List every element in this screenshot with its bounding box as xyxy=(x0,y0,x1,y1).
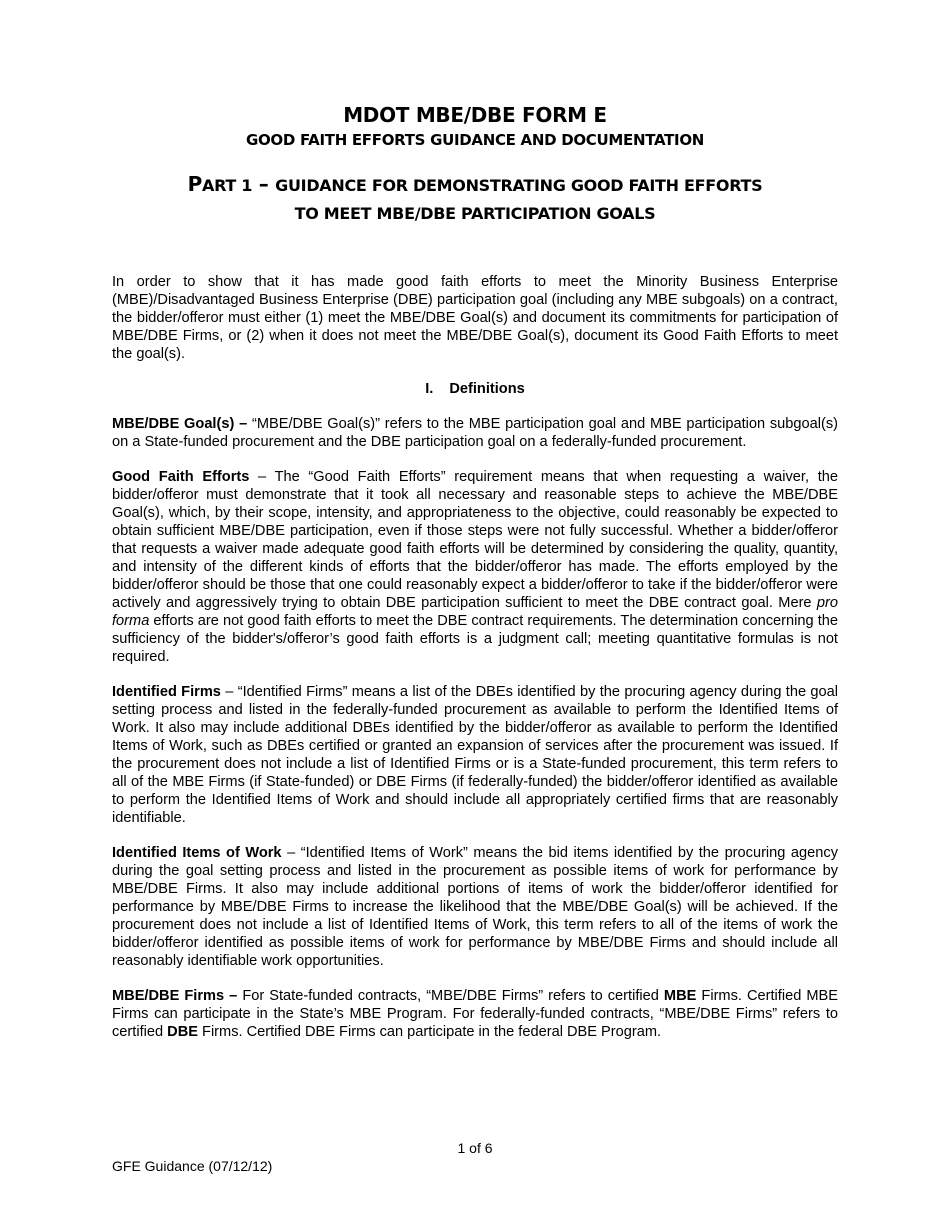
part-heading-line1: GUIDANCE FOR DEMONSTRATING GOOD FAITH EFFORTS xyxy=(275,176,763,195)
page-number: 1 of 6 xyxy=(457,1140,493,1156)
section-title: Definitions xyxy=(449,381,525,397)
footer-doc-id: GFE Guidance (07/12/12) xyxy=(112,1158,273,1174)
part-heading-line2: TO MEET MBE/DBE PARTICIPATION GOALS xyxy=(294,204,656,223)
definition-goals xyxy=(112,415,838,451)
definition-text: – “Identified Items of Work” means the bid items identified by the procuring agency during the goal setting process and listed in the procurement as possible items of work for performance by MBE/DBE Firms. It also may include additional portions of items of work the bidder/offeror identified for performance by MBE/DBE Firms to increase the likelihood that the MBE/DBE Goal(s) will be achieved. If the procurement does not include a list of Identified Items of Work, this term refers to all of the items of work the bidder/offeror identified as possible items of work for performance by MBE/DBE Firms and should include all reasonably identifiable work opportunities. xyxy=(112,845,838,969)
definition-text: Firms. Certified MBE Firms can participate in the State’s MBE Program. For federally-funded contracts, “MBE/DBE Firms” refers to certified xyxy=(112,988,839,1040)
definition-text: Firms. Certified DBE Firms can participate in the federal DBE Program. xyxy=(197,1024,662,1040)
definition-identified-firms xyxy=(112,683,838,827)
definition-identified-items xyxy=(112,844,838,970)
intro-paragraph: In order to show that it has made good faith efforts to meet the Minority Business Enterprise (MBE)/Disadvantaged Business Enterprise (DBE) participation goal (including any MBE subgoals) on a contract, the bidder/offeror must either (1) meet the MBE/DBE Goal(s) and document its commitments for participation of MBE/DBE Firms, or (2) when it does not meet the MBE/DBE Goal(s), document its Good Faith Efforts to meet the goal(s). xyxy=(112,274,838,362)
part-heading-dash: – xyxy=(252,172,276,196)
definition-term: Identified Firms xyxy=(112,684,221,700)
form-subtitle: GOOD FAITH EFFORTS GUIDANCE AND DOCUMENTATION xyxy=(245,131,705,149)
definition-term: Identified Items of Work xyxy=(112,845,282,861)
definition-text: efforts are not good faith efforts to meet the DBE contract requirements. The determination concerning the sufficiency of the bidder's/offeror’s good faith efforts is a judgment call; meeting quantitative formulas is not required. xyxy=(112,613,838,665)
definition-text: – The “Good Faith Efforts” requirement means that when requesting a waiver, the bidder/offeror must demonstrate that it took all necessary and reasonable steps to achieve the MBE/DBE Goal(s), which, by their scope, intensity, and appropriateness to the objective, could reasonably be expected to obtain sufficient MBE/DBE participation, even if those steps were not fully successful. Whether a bidder/offeror that requests a waiver made adequate good faith efforts will be determined by considering the quality, quantity, and intensity of the different kinds of efforts that the bidder/offeror has made. The efforts employed by the bidder/offeror should be those that one could reasonably expect a bidder/offeror to take if the bidder/offeror were actively and aggressively trying to obtain DBE participation sufficient to meet the DBE contract goal. Mere xyxy=(112,469,838,611)
definition-text: “MBE/DBE Goal(s)” refers to the MBE participation goal and MBE participation subgoal(s) on a State-funded procurement and the DBE participation goal on a federally-funded procurement. xyxy=(112,416,839,450)
part-heading-label: ART 1 xyxy=(202,176,253,195)
definition-term: Good Faith Efforts xyxy=(112,469,250,485)
definition-text: – “Identified Firms” means a list of the DBEs identified by the procuring agency during the goal setting process and listed in the federally-funded procurement as available to perform the Identified Items of Work. It also may include additional DBEs identified by the bidder/offeror as available to perform the Identified Items of Work, such as DBEs certified or granted an expansion of services after the procurement was issued. If the procurement does not include a list of Identified Firms or is a State-funded procurement, this term refers to all of the MBE Firms (if State-funded) or DBE Firms (if federally-funded) the bidder/offeror identified as available to perform the Identified Items of Work and should include all appropriately certified firms that are reasonably identifiable. xyxy=(112,684,839,826)
definition-bold: DBE xyxy=(167,1024,198,1040)
definition-good-faith-efforts xyxy=(112,468,838,666)
definition-bold: MBE xyxy=(663,988,697,1004)
document-page xyxy=(112,102,838,1041)
definition-term: MBE/DBE Goal(s) – xyxy=(112,416,248,432)
part-heading-cap: P xyxy=(187,172,202,196)
definition-italic: pro forma xyxy=(112,595,838,629)
definition-mbe-dbe-firms xyxy=(112,987,838,1041)
section-heading xyxy=(112,380,838,398)
section-number: I. xyxy=(425,381,434,397)
definition-text: For State-funded contracts, “MBE/DBE Firms” refers to certified xyxy=(237,988,664,1004)
definition-term: MBE/DBE Firms – xyxy=(112,988,238,1004)
form-title: MDOT MBE/DBE FORM E xyxy=(343,103,607,127)
part-heading xyxy=(112,170,838,228)
